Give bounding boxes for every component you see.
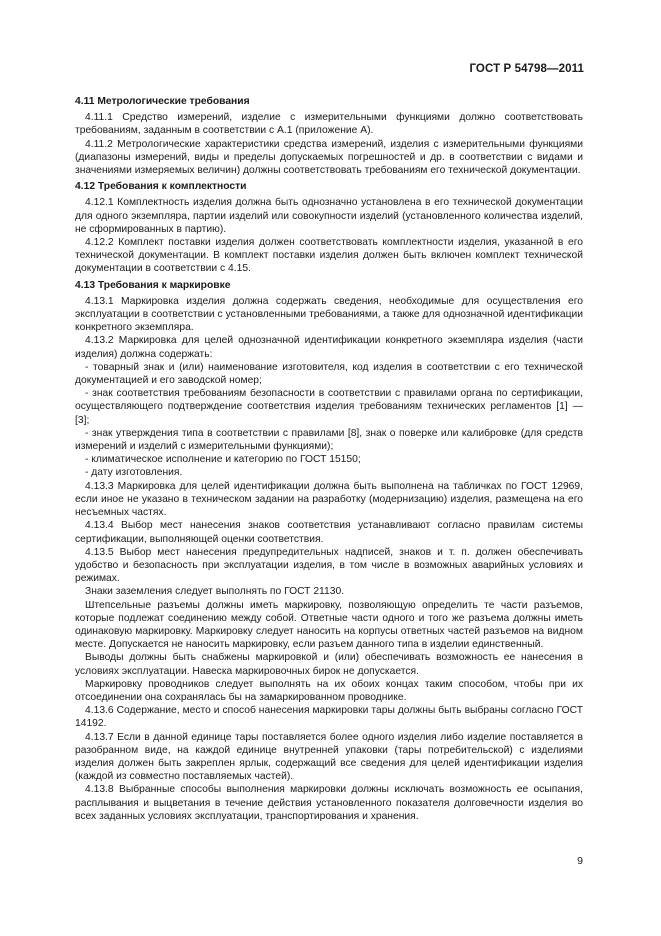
page-number: 9 — [577, 855, 583, 867]
paragraph: 4.13.6 Содержание, место и способ нанесения маркировки тары должны быть выбраны согласно ГОСТ 14192. — [75, 705, 583, 730]
list-item: - товарный знак и (или) наименование изготовителя, код изделия в соответствии с его технической документацией и его заводской номер; — [75, 361, 583, 387]
section-4-13 — [75, 279, 583, 823]
list-item: - знак утверждения типа в соответствии с правилами [8], знак о поверке или калибровке (для средств измерений и изделий с измерительными функциями); — [75, 427, 583, 453]
paragraph: 4.13.2 Маркировка для целей однозначной идентификации конкретного экземпляра изделия (части изделия) должна содержать: — [75, 335, 583, 360]
paragraph: 4.13.8 Выбранные способы выполнения маркировки должны исключать возможность ее осыпания, расплывания и выцветания в течение действия установленного показателя долговечности изделия во всех заданных условиях эксплуатации, транспортирования и хранения. — [75, 784, 583, 822]
section-4-12 — [75, 180, 583, 275]
paragraph: 4.13.1 Маркировка изделия должна содержать сведения, необходимые для осуществления его эксплуатации в соответствии с установленными требованиями, а также для однозначной идентификации конкретного экземпляра. — [75, 295, 583, 334]
paragraph: Маркировку проводников следует выполнять на их обоих концах таким способом, чтобы при их отсоединении она сохранялась бы на замаркированном проводнике. — [75, 678, 583, 703]
paragraph: 4.13.5 Выбор мест нанесения предупредительных надписей, знаков и т. п. должен обеспечивать удобство и безопасность при эксплуатации изделия, в том числе в возможных аварийных условиях и режимах. — [75, 546, 583, 585]
list-item: - дату изготовления. — [85, 467, 183, 479]
paragraph: 4.11.1 Средство измерений, изделие с измерительными функциями должно соответствовать требованиям, заданным в соответствии с А.1 (приложение А). — [75, 112, 583, 137]
paragraph: Выводы должны быть снабжены маркировкой и (или) обеспечивать возможность ее нанесения в условиях эксплуатации. Навеска маркировочных бирок не допускается. — [75, 652, 583, 677]
paragraph: 4.13.4 Выбор мест нанесения знаков соответствия устанавливают согласно правилам системы сертификации, выполняющей оценки соответствия. — [75, 520, 583, 545]
section-4-11 — [75, 95, 583, 177]
list-item: - климатическое исполнение и категорию по ГОСТ 15150; — [85, 454, 361, 466]
paragraph: 4.12.2 Комплект поставки изделия должен соответствовать комплектности изделия, указанной в его технической документации. В комплект поставки изделия должен быть включен комплект технической документации в соответствии с 4.15. — [75, 237, 583, 275]
section-heading: 4.13 Требования к маркировке — [75, 279, 231, 291]
document-body — [75, 93, 583, 823]
paragraph: Знаки заземления следует выполнять по ГОСТ 21130. — [85, 586, 345, 598]
paragraph: 4.11.2 Метрологические характеристики средства измерений, изделия с измерительными функциями (диапазоны измерений, виды и пределы допускаемых погрешностей и др. в соответствии с видами и значениями измеряемых величин) должны соответствовать требованиям его технической документации. — [75, 138, 583, 177]
section-heading: 4.12 Требования к комплектности — [75, 181, 247, 193]
paragraph: Штепсельные разъемы должны иметь маркировку, позволяющую определить те части разъемов, которые подлежат соединению между собой. Ответные части одного и того же разъема должны иметь одинаковую маркировку. Маркировку следует наносить на корпусы ответных частей разъемов на видном месте. Допускается не наносить маркировку, если разъем данного типа в изделии единственный. — [75, 599, 583, 651]
paragraph: 4.13.3 Маркировка для целей идентификации должна быть выполнена на табличках по ГОСТ 12969, если иное не указано в техническом задании на разработку (модернизацию) изделия, размещена на его несъемных частях. — [75, 480, 583, 519]
document-header: ГОСТ Р 54798—2011 — [469, 63, 584, 75]
list-item: - знак соответствия требованиям безопасности в соответствии с правилами органа по сертификации, осуществляющего подтверждение соответствия изделия требованиям технических регламентов [1] — [3]; — [75, 388, 583, 426]
paragraph: 4.13.7 Если в данной единице тары поставляется более одного изделия либо изделие поставляется в разобранном виде, на каждой единице внутренней упаковки (тары потребительской) с изделиями изделия должен быть закреплен ярлык, содержащий все сведения для целей идентификации изделия (каждой из совместно поставляемых частей). — [75, 731, 583, 783]
section-heading: 4.11 Метрологические требования — [75, 96, 250, 107]
paragraph: 4.12.1 Комплектность изделия должна быть однозначно установлена в его технической документации для одного экземпляра, партии изделий или совокупности изделий (установленного количества изделий, не сформированных в партию). — [75, 197, 583, 235]
